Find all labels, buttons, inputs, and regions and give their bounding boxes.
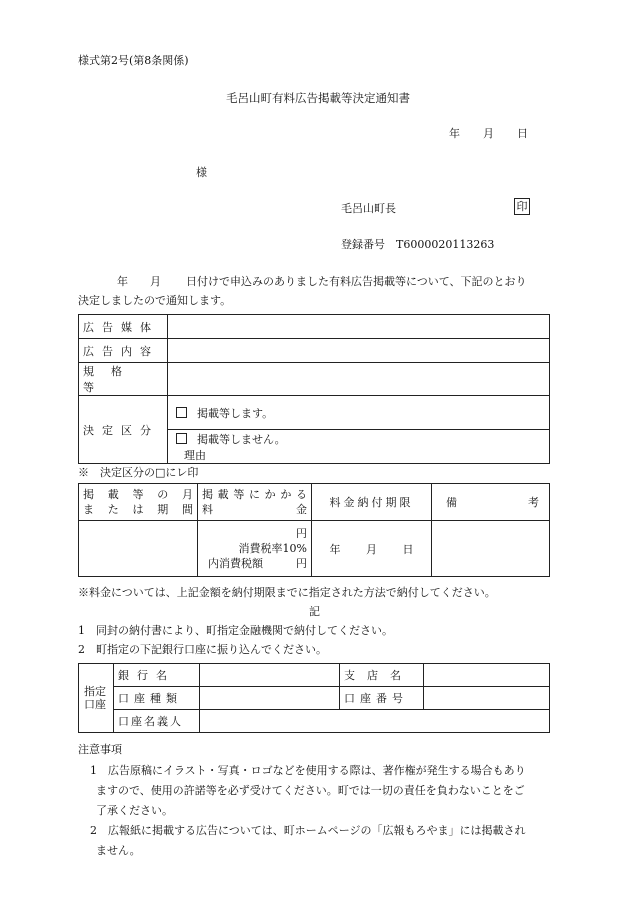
- note-2-line-1: 2 広報紙に掲載する広告については、町ホームページの「広報もろやま」には掲載され: [90, 824, 526, 837]
- label-branch-name: 支店名: [340, 664, 424, 687]
- deadline-month: 月: [366, 542, 377, 556]
- document-title: 毛呂山町有料広告掲載等決定通知書: [226, 91, 410, 105]
- note-1-line-2: ますので、使用の許諾等を必ず受けてください。町では一切の責任を負わないことをご: [96, 784, 525, 797]
- deadline-year: 年: [329, 542, 341, 556]
- field-bank-name[interactable]: [200, 664, 340, 687]
- checkbox-publish[interactable]: [176, 407, 187, 418]
- field-account-type[interactable]: [200, 687, 340, 710]
- field-media[interactable]: [168, 315, 550, 339]
- option-not-publish-label: 掲載等しません。: [197, 432, 286, 446]
- option-publish[interactable]: [168, 396, 550, 430]
- seal-mark: [514, 198, 530, 215]
- row-label-content: 広告内容: [79, 339, 168, 363]
- seal-label: 印: [514, 198, 530, 215]
- notes-heading: 注意事項: [78, 743, 122, 756]
- intro-text-2: 決定しましたので通知します。: [78, 294, 232, 307]
- label-account-type: 口座種類: [114, 687, 200, 710]
- header-fee-l1: 掲載等にかかる: [202, 488, 307, 501]
- field-deadline[interactable]: [312, 521, 432, 577]
- note-1-line-3: 了承ください。: [96, 804, 173, 817]
- payment-method-2: 2 町指定の下記銀行口座に振り込んでください。: [78, 643, 327, 656]
- header-remarks-r: 考: [528, 496, 539, 509]
- option-publish-label: 掲載等します。: [197, 406, 274, 420]
- check-note: ※ 決定区分の□にレ印: [78, 466, 199, 479]
- header-period-l1: 掲載等の月: [83, 488, 193, 501]
- header-fee-l2: 料 金: [202, 503, 307, 516]
- note-2-line-2: ません。: [96, 844, 141, 857]
- field-spec[interactable]: [168, 363, 550, 396]
- option-not-publish[interactable]: [168, 430, 550, 464]
- note-1-line-1: 1 広告原稿にイラスト・写真・ロゴなどを使用する際は、著作権が発生する場合もあり: [90, 764, 526, 777]
- deadline-day: 日: [402, 542, 414, 556]
- fee-tax-included: 内消費税額 円: [208, 557, 307, 570]
- bank-table: [78, 663, 550, 733]
- decision-table: [78, 314, 550, 464]
- header-fee: [198, 484, 312, 521]
- issuer-name: 毛呂山町長: [341, 202, 396, 215]
- field-fee[interactable]: [198, 521, 312, 577]
- row-label-media: 広告媒体: [79, 315, 168, 339]
- header-period-l2: または期間: [83, 503, 193, 516]
- checkbox-not-publish[interactable]: [176, 433, 187, 444]
- label-account-number: 口座番号: [340, 687, 424, 710]
- fee-table: [78, 483, 550, 577]
- header-deadline: 料金納付期限: [312, 484, 432, 521]
- payment-note: ※料金については、上記金額を納付期限までに指定された方法で納付してください。: [78, 586, 496, 599]
- field-period[interactable]: [79, 521, 198, 577]
- row-label-decision: 決定区分: [79, 396, 168, 464]
- field-account-number[interactable]: [424, 687, 550, 710]
- intro-text-1: 日付けで申込みのありました有料広告掲載等について、下記のとおり: [186, 275, 527, 288]
- date-day-label: 日: [517, 127, 528, 140]
- registration-number: 登録番号 T6000020113263: [341, 238, 495, 251]
- date-month-label: 月: [483, 127, 494, 140]
- payment-method-1: 1 同封の納付書により、町指定金融機関で納付してください。: [78, 624, 393, 637]
- reason-label: 理由: [184, 448, 206, 462]
- side-label-account: 指定口座: [79, 664, 114, 733]
- addressee-suffix: 様: [196, 166, 207, 179]
- form-number: 様式第2号(第8条関係): [78, 54, 189, 67]
- fee-yen: 円: [296, 527, 307, 540]
- field-remarks[interactable]: [432, 521, 550, 577]
- header-period: [79, 484, 198, 521]
- header-remarks-l: 備: [446, 496, 457, 509]
- field-branch-name[interactable]: [424, 664, 550, 687]
- field-account-holder[interactable]: [200, 710, 550, 733]
- fee-tax-rate: 消費税率10%: [238, 542, 307, 555]
- ki-heading: 記: [309, 605, 320, 618]
- label-bank-name: 銀行名: [114, 664, 200, 687]
- intro-month: 月: [150, 275, 161, 288]
- intro-year: 年: [117, 275, 128, 288]
- header-remarks: [432, 484, 550, 521]
- date-year-label: 年: [449, 127, 460, 140]
- field-content[interactable]: [168, 339, 550, 363]
- label-account-holder: 口座名義人: [114, 710, 200, 733]
- row-label-spec: 規格等: [79, 363, 168, 396]
